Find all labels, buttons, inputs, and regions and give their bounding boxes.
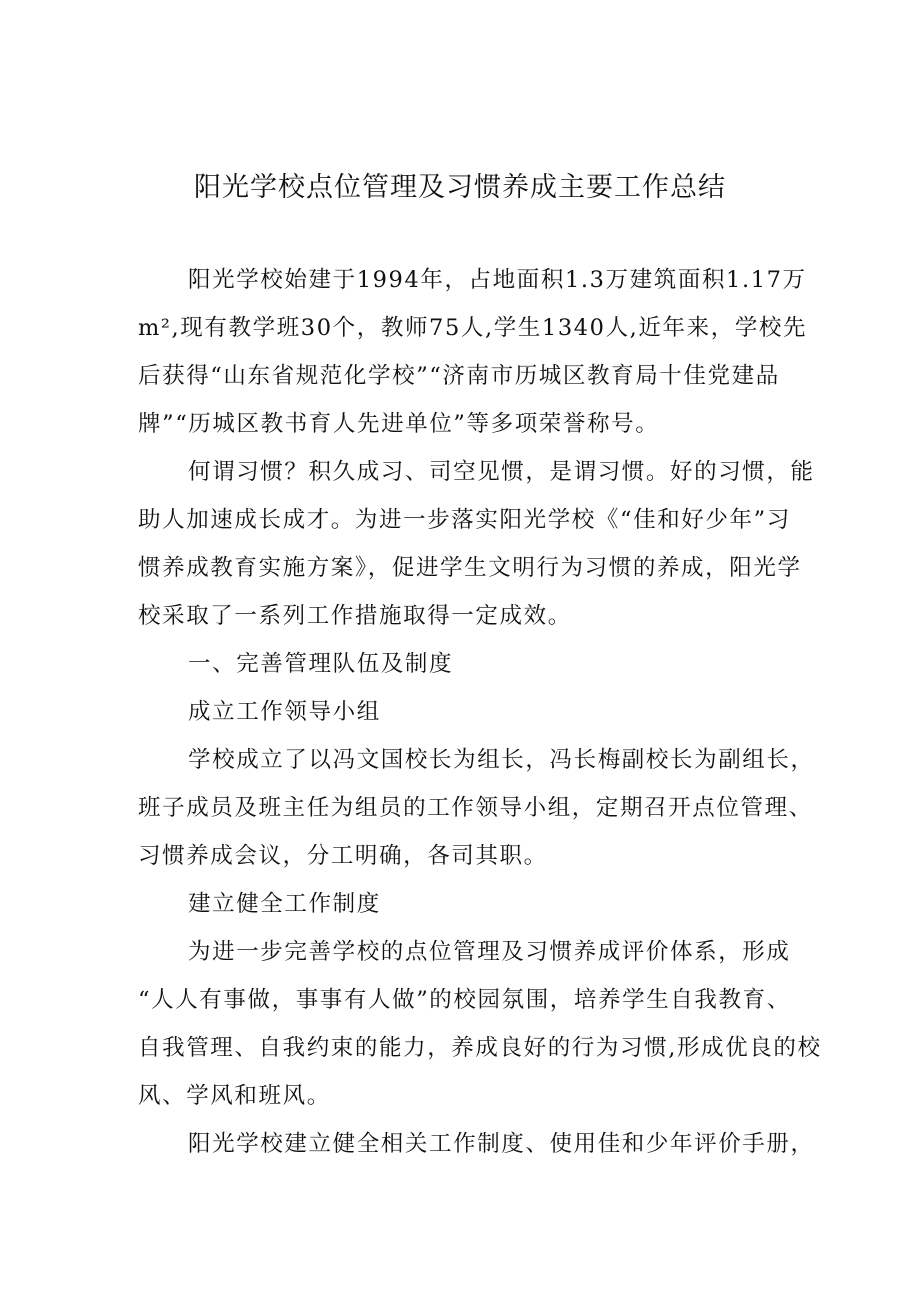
paragraph-line: 何谓习惯？积久成习、司空见惯，是谓习惯。好的习惯，能: [188, 459, 815, 485]
paragraph-line: 为进一步完善学校的点位管理及习惯养成评价体系，形成: [188, 939, 791, 965]
paragraph-line: 风、学风和班风。: [138, 1083, 331, 1109]
paragraph-line: 牌”“历城区教书育人先进单位”等多项荣誉称号。: [138, 411, 660, 437]
paragraph-line: 阳光学校始建于1994年，占地面积1.3万建筑面积1.17万: [188, 267, 807, 293]
paragraph-line: 习惯养成会议，分工明确，各司其职。: [138, 843, 548, 869]
paragraph-line: 助人加速成长成才。为进一步落实阳光学校《“佳和好少年”习: [138, 507, 791, 533]
subsection-heading: 成立工作领导小组: [188, 699, 381, 725]
paragraph-line: 后获得“山东省规范化学校”“济南市历城区教育局十佳党建品: [138, 363, 780, 389]
subsection-heading: 建立健全工作制度: [188, 891, 381, 917]
paragraph-line: 班子成员及班主任为组员的工作领导小组，定期召开点位管理、: [138, 795, 813, 821]
paragraph-line: 自我管理、自我约束的能力，养成良好的行为习惯,形成优良的校: [138, 1035, 822, 1061]
document-title: 阳光学校点位管理及习惯养成主要工作总结: [194, 172, 726, 203]
paragraph-line: m²,现有教学班30个，教师75人,学生1340人,近年来，学校先: [138, 315, 808, 341]
section-heading: 一、完善管理队伍及制度: [188, 651, 454, 677]
paragraph-line: 阳光学校建立健全相关工作制度、使用佳和少年评价手册，: [188, 1131, 815, 1157]
paragraph-line: 惯养成教育实施方案》，促进学生文明行为习惯的养成，阳光学: [138, 555, 802, 581]
paragraph-line: 学校成立了以冯文国校长为组长，冯长梅副校长为副组长，: [188, 747, 815, 773]
paragraph-line: “人人有事做，事事有人做”的校园氛围，培养学生自我教育、: [138, 987, 791, 1013]
paragraph-line: 校采取了一系列工作措施取得一定成效。: [138, 603, 572, 629]
